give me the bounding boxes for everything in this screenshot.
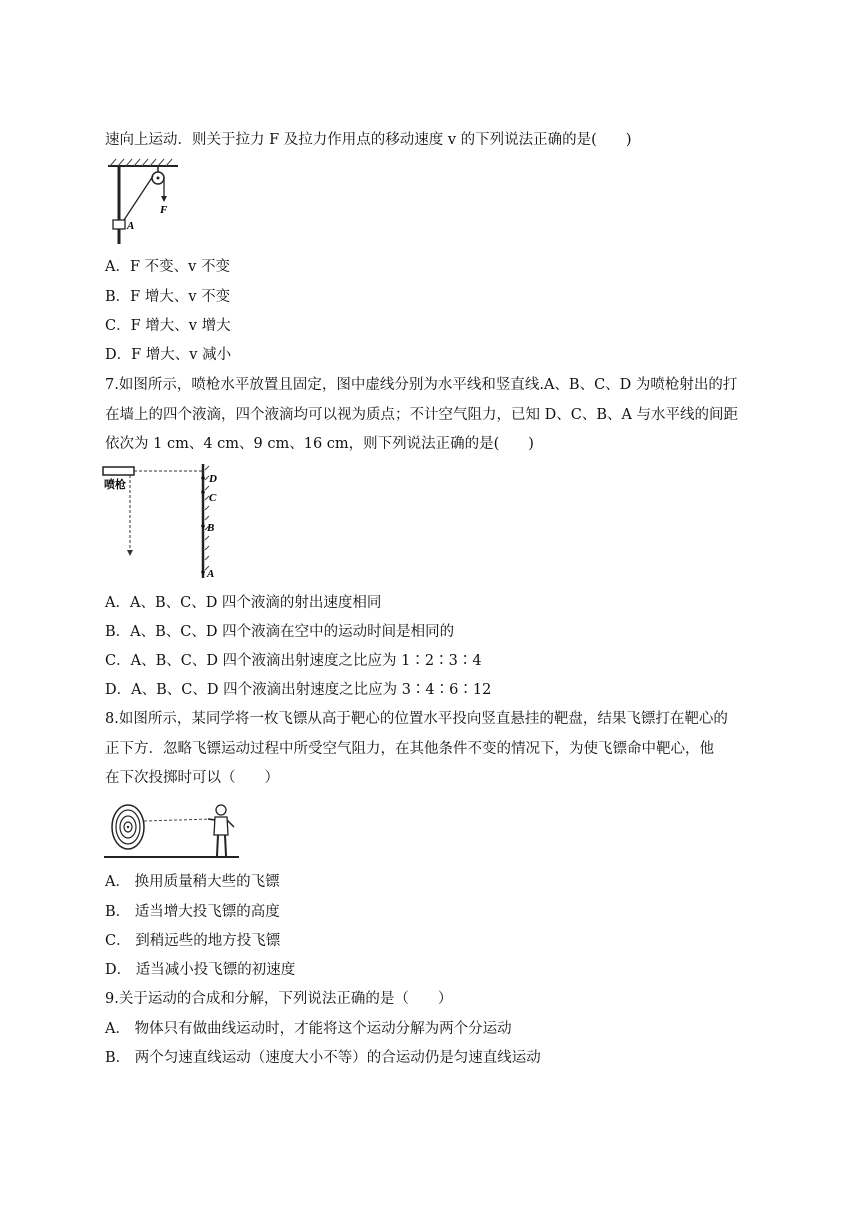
q9-option-a: A． 物体只有做曲线运动时，才能将这个运动分解为两个分运动 [105, 1021, 512, 1037]
q7-stem-line-1: 7.如图所示，喷枪水平放置且固定，图中虚线分别为水平线和竖直线.A、B、C、D 为喷枪射出的打 [105, 377, 738, 393]
q8-dartboard-figure [104, 797, 244, 863]
q7-label-d: D [209, 473, 217, 485]
q6-label-f: F [160, 204, 168, 216]
q7-option-d: D．A、B、C、D 四个液滴出射速度之比应为 3∶4∶6∶12 [105, 682, 492, 698]
q9-option-b: B． 两个匀速直线运动（速度大小不等）的合运动仍是匀速直线运动 [105, 1050, 541, 1066]
q8-stem-line-1: 8.如图所示，某同学将一枚飞镖从高于靶心的位置水平投向竖直悬挂的靶盘，结果飞镖打在靶心的 [105, 711, 728, 727]
q9-stem: 9.关于运动的合成和分解，下列说法正确的是（ ） [105, 991, 453, 1007]
q8-stem-line-2: 正下方．忽略飞镖运动过程中所受空气阻力，在其他条件不变的情况下，为使飞镖命中靶心，他 [105, 741, 714, 757]
q7-label-a: A [207, 568, 215, 580]
q8-option-d: D． 适当减小投飞镖的初速度 [105, 962, 296, 978]
q7-stem-line-2: 在墙上的四个液滴，四个液滴均可以视为质点；不计空气阻力，已知 D、C、B、A 与水平线的间距 [105, 407, 739, 423]
q6-label-a: A [127, 220, 135, 232]
q6-option-b: B．F 增大、v 不变 [105, 289, 231, 305]
q6-option-a: A．F 不变、v 不变 [105, 259, 230, 275]
q7-option-a: A．A、B、C、D 四个液滴的射出速度相同 [105, 595, 382, 611]
q7-spray-gun-figure [102, 460, 227, 585]
q8-option-c: C． 到稍远些的地方投飞镖 [105, 933, 281, 949]
q6-option-d: D．F 增大、v 减小 [105, 347, 232, 363]
q8-option-b: B． 适当增大投飞镖的高度 [105, 904, 280, 920]
q7-label-gun: 喷枪 [104, 479, 126, 491]
q7-option-c: C．A、B、C、D 四个液滴出射速度之比应为 1∶2∶3∶4 [105, 653, 482, 669]
q6-pulley-figure [108, 158, 188, 248]
q8-stem-line-3: 在下次投掷时可以（ ） [105, 770, 279, 786]
q7-stem-line-3: 依次为 1 cm、4 cm、9 cm、16 cm，则下列说法正确的是( ) [105, 436, 534, 452]
q7-label-b: B [207, 522, 215, 534]
q6-option-c: C．F 增大、v 增大 [105, 318, 231, 334]
q8-option-a: A． 换用质量稍大些的飞镖 [105, 874, 280, 890]
q7-label-c: C [209, 492, 217, 504]
q6-stem-end: 速向上运动．则关于拉力 F 及拉力作用点的移动速度 v 的下列说法正确的是( ) [105, 132, 632, 148]
q7-option-b: B．A、B、C、D 四个液滴在空中的运动时间是相同的 [105, 624, 455, 640]
